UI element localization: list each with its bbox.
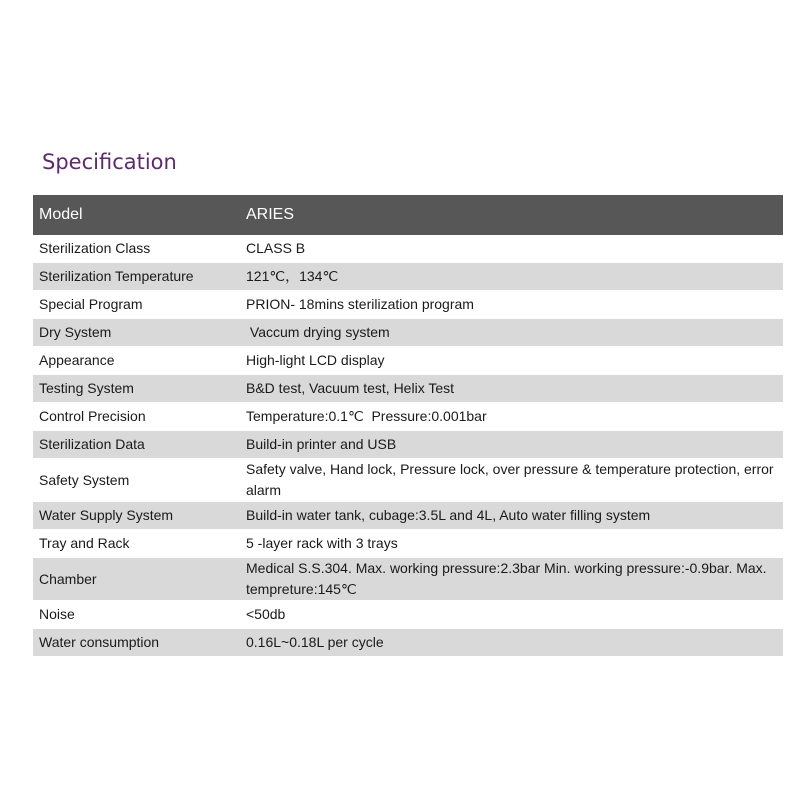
row-value: B&D test, Vacuum test, Helix Test xyxy=(240,375,783,403)
row-label: Noise xyxy=(33,601,240,629)
row-value: Safety valve, Hand lock, Pressure lock, over pressure & temperature protection, error alarm xyxy=(240,459,783,502)
table-row xyxy=(33,629,783,657)
row-label: Control Precision xyxy=(33,403,240,431)
table-header-row xyxy=(33,195,783,235)
row-label: Chamber xyxy=(33,558,240,601)
specification-table xyxy=(33,195,783,657)
header-value: ARIES xyxy=(240,195,783,235)
table-row xyxy=(33,375,783,403)
table-row xyxy=(33,403,783,431)
table-row xyxy=(33,431,783,459)
row-value: High-light LCD display xyxy=(240,347,783,375)
row-value: <50db xyxy=(240,601,783,629)
table-row xyxy=(33,601,783,629)
table-row xyxy=(33,530,783,558)
table-row xyxy=(33,347,783,375)
row-value: Temperature:0.1℃ Pressure:0.001bar xyxy=(240,403,783,431)
row-label: Special Program xyxy=(33,291,240,319)
row-label: Tray and Rack xyxy=(33,530,240,558)
table-row xyxy=(33,459,783,502)
row-value: CLASS B xyxy=(240,235,783,263)
row-label: Safety System xyxy=(33,459,240,502)
row-label: Sterilization Data xyxy=(33,431,240,459)
row-value: Medical S.S.304. Max. working pressure:2.3bar Min. working pressure:-0.9bar. Max. tempreture:145℃ xyxy=(240,558,783,601)
row-value: 5 -layer rack with 3 trays xyxy=(240,530,783,558)
row-value: Build-in water tank, cubage:3.5L and 4L, Auto water filling system xyxy=(240,502,783,530)
row-value: Build-in printer and USB xyxy=(240,431,783,459)
row-label: Water Supply System xyxy=(33,502,240,530)
row-value: Vaccum drying system xyxy=(240,319,783,347)
table-row xyxy=(33,263,783,291)
table-row xyxy=(33,319,783,347)
table-row xyxy=(33,291,783,319)
table-row xyxy=(33,558,783,601)
row-label: Dry System xyxy=(33,319,240,347)
row-label: Testing System xyxy=(33,375,240,403)
row-label: Sterilization Class xyxy=(33,235,240,263)
row-value: 121℃，134℃ xyxy=(240,263,783,291)
page-title: Specification xyxy=(42,150,177,174)
header-label: Model xyxy=(33,195,240,235)
row-label: Sterilization Temperature xyxy=(33,263,240,291)
row-label: Appearance xyxy=(33,347,240,375)
row-label: Water consumption xyxy=(33,629,240,657)
row-value: 0.16L~0.18L per cycle xyxy=(240,629,783,657)
table-row xyxy=(33,235,783,263)
row-value: PRION- 18mins sterilization program xyxy=(240,291,783,319)
table-row xyxy=(33,502,783,530)
